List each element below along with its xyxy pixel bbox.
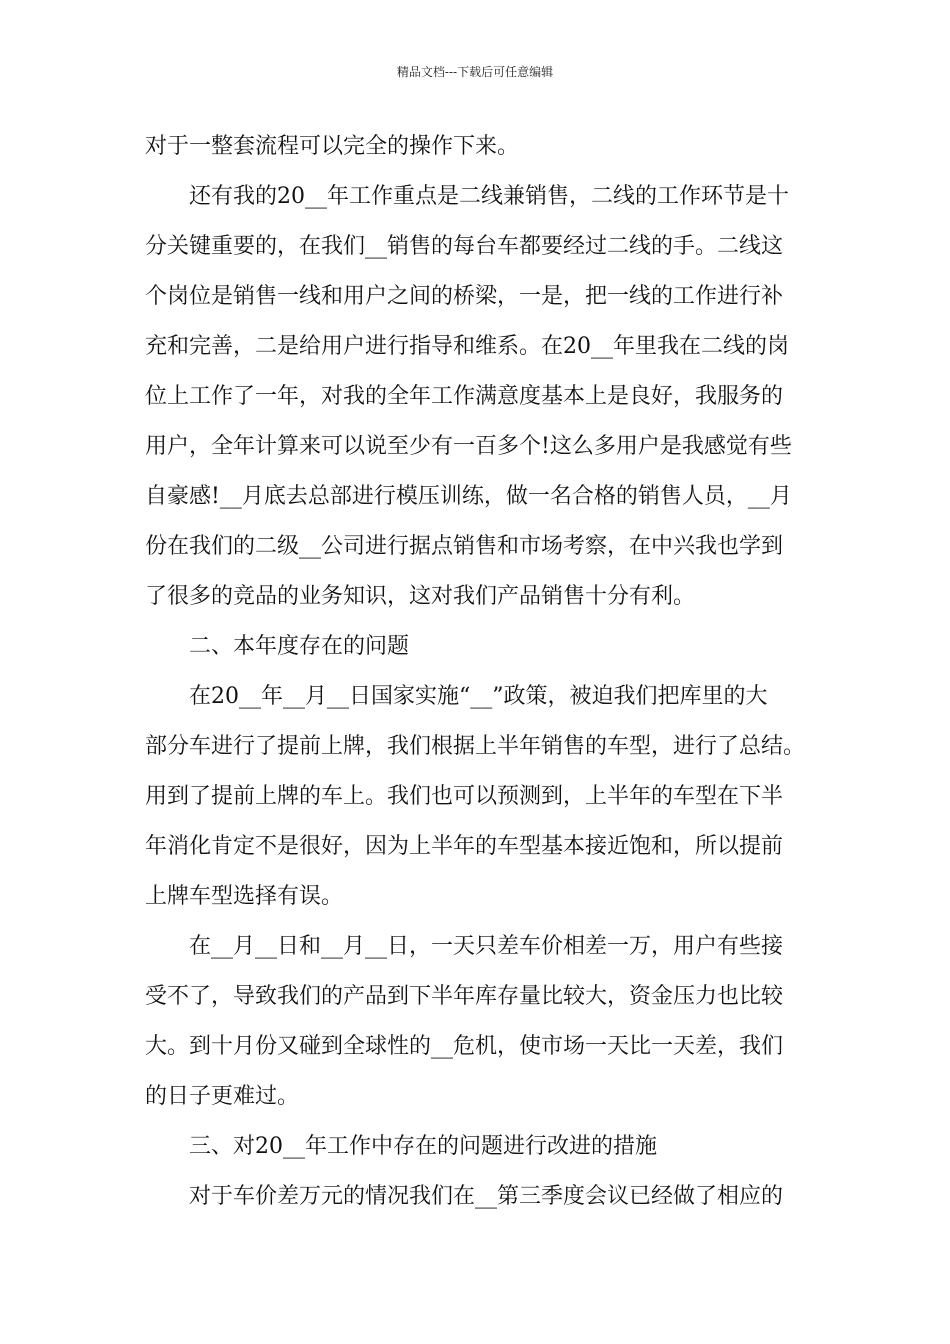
paragraph-first-line: 对于车价差万元的情况我们在__第三季度会议已经做了相应的 [189,1184,784,1209]
paragraph-first-line: 在20__年__月__日国家实施“__”政策，被迫我们把库里的大 [189,684,768,709]
text-line: 分关键重要的，在我们__销售的每台车都要经过二线的手。二线这 [145,234,784,259]
text-line: 位上工作了一年，对我的全年工作满意度基本上是良好，我服务的 [145,384,784,409]
text-line: 年消化肯定不是很好，因为上半年的车型基本接近饱和，所以提前 [145,834,784,859]
text-line: 上牌车型选择有误。 [145,884,344,909]
paragraph-first-line: 在__月__日和__月__日，一天只差车价相差一万，用户有些接 [189,934,784,959]
text-line: 自豪感!__月底去总部进行模压训练，做一名合格的销售人员，__月 [145,484,792,509]
text-line: 了很多的竞品的业务知识，这对我们产品销售十分有利。 [145,584,696,609]
text-line: 的日子更难过。 [145,1084,300,1109]
text-line: 用到了提前上牌的车上。我们也可以预测到，上半年的车型在下半 [145,784,784,809]
section-heading: 二、本年度存在的问题 [189,634,410,659]
page-header: 精品文档---下载后可任意编辑 [396,65,554,79]
paragraph-first-line: 还有我的20__年工作重点是二线兼销售，二线的工作环节是十 [189,184,789,209]
text-line: 大。到十月份又碰到全球性的__危机，使市场一天比一天差，我们 [145,1034,784,1059]
text-line: 用户，全年计算来可以说至少有一百多个!这么多用户是我感觉有些 [145,434,792,459]
text-line: 充和完善，二是给用户进行指导和维系。在20__年里我在二线的岗 [145,334,789,359]
text-line: 受不了，导致我们的产品到下半年库存量比较大，资金压力也比较 [145,984,784,1009]
text-line: 份在我们的二级__公司进行据点销售和市场考察，在中兴我也学到 [145,534,784,559]
document-body [145,122,810,1222]
text-line: 对于一整套流程可以完全的操作下来。 [145,134,520,159]
section-heading: 三、对20__年工作中存在的问题进行改进的措施 [189,1134,657,1159]
text-line: 部分车进行了提前上牌，我们根据上半年销售的车型，进行了总结。 [145,734,806,759]
text-line: 个岗位是销售一线和用户之间的桥梁，一是，把一线的工作进行补 [145,284,784,309]
